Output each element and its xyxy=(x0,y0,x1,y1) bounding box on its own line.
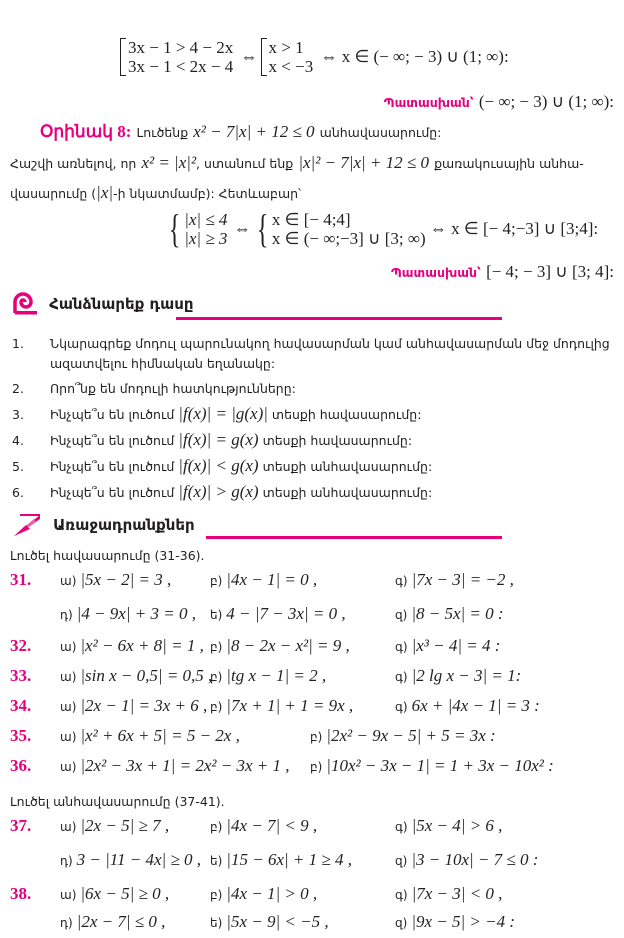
answer-label: Պատասխան՝ xyxy=(383,95,474,110)
item-label: դ) xyxy=(60,608,73,622)
exercise-item xyxy=(210,850,352,870)
item-expression: |4x − 1| = 0 , xyxy=(226,570,318,589)
item-expression: |2x − 5| ≥ 7 , xyxy=(80,816,170,835)
exercise-item xyxy=(60,696,207,716)
item-expression: 6x + |4x − 1| = 3 : xyxy=(411,696,540,715)
item-expression: |2x − 1| = 3x + 6 , xyxy=(80,696,208,715)
item-label: գ) xyxy=(395,700,408,714)
exercise-number: 38. xyxy=(10,884,32,903)
review-heading xyxy=(12,292,194,316)
exercise-item xyxy=(395,604,504,624)
exercise-item xyxy=(395,696,540,716)
item-expression: |5x − 9| < −5 , xyxy=(226,912,329,931)
item-label: ա) xyxy=(60,700,77,714)
result-line-2: x < −3 xyxy=(268,57,314,76)
answer-2 xyxy=(391,262,614,282)
item-math: |f(x)| = g(x) xyxy=(178,430,259,449)
item-expression: |2x² − 9x − 5| + 5 = 3x : xyxy=(326,726,496,745)
example-8-line2 xyxy=(10,153,584,173)
item-number: 3. xyxy=(12,407,24,422)
item-label: գ) xyxy=(395,640,408,654)
text: Հաշվի առնելով, որ xyxy=(10,156,137,171)
example-intro: Լուծենք xyxy=(136,125,189,140)
text: վասարումը ( xyxy=(10,186,97,201)
exercise-item xyxy=(60,570,171,590)
final-result: ⇔ x ∈ (− ∞; − 3) ∪ (1; ∞): xyxy=(320,47,509,66)
review-item xyxy=(12,404,610,425)
exercise-list-1 xyxy=(10,568,610,784)
exercise-row xyxy=(10,882,610,910)
review-item xyxy=(12,430,610,451)
exercise-intro: Լուծել անհավասարումը (37-41). xyxy=(10,794,225,809)
exercise-row xyxy=(10,724,610,754)
review-item xyxy=(12,334,610,354)
item-expression: |5x − 4| > 6 , xyxy=(411,816,503,835)
exercise-item xyxy=(60,666,212,686)
divider xyxy=(206,536,502,539)
exercise-item xyxy=(210,604,346,624)
item-math: |f(x)| = |g(x)| xyxy=(178,404,268,423)
exercise-number: 35. xyxy=(10,726,32,745)
equiv-symbol: ⇔ xyxy=(240,47,258,66)
brace: { xyxy=(168,206,181,251)
item-expression: |4x − 7| < 9 , xyxy=(226,816,318,835)
exercise-item xyxy=(395,636,500,656)
item-label: գ) xyxy=(395,888,408,902)
exercise-number: 32. xyxy=(10,636,32,655)
item-label: ե) xyxy=(210,854,223,868)
item-expression: |4 − 9x| + 3 = 0 , xyxy=(76,604,196,623)
answer-1 xyxy=(384,92,614,112)
item-label: ա) xyxy=(60,670,77,684)
example-inequality: x² − 7|x| + 12 ≤ 0 xyxy=(193,122,315,141)
item-number: 5. xyxy=(12,459,24,474)
exercise-row xyxy=(10,848,610,882)
exercise-item xyxy=(395,884,502,904)
example-8-intro xyxy=(40,122,441,142)
item-text: Ինչպե՞ս են լուծում xyxy=(50,485,175,500)
exercise-item xyxy=(210,636,350,656)
item-label: բ) xyxy=(210,820,223,834)
exercise-row xyxy=(10,694,610,724)
review-item xyxy=(12,456,610,477)
review-item xyxy=(12,379,610,399)
exercise-item xyxy=(60,850,201,870)
item-label: գ) xyxy=(395,820,408,834)
text: -ի նկատմամբ): Հետևաբար՝ xyxy=(113,186,302,201)
answer-value: (− ∞; − 3) ∪ (1; ∞): xyxy=(478,92,614,111)
item-label: բ) xyxy=(210,700,223,714)
math: x² = |x|² xyxy=(141,153,197,172)
bracket xyxy=(261,38,267,76)
item-label: գ) xyxy=(395,670,408,684)
item-label: ե) xyxy=(210,608,223,622)
system-block xyxy=(120,38,509,76)
exercise-item xyxy=(395,912,515,932)
example-intro-end: անհավասարումը: xyxy=(319,125,442,140)
item-number: 2. xyxy=(12,381,24,396)
item-expression: |x³ − 4| = 4 : xyxy=(411,636,501,655)
result-line: x ∈ [− 4;4] xyxy=(271,210,351,229)
exercise-item xyxy=(395,816,502,836)
item-label: բ) xyxy=(210,888,223,902)
result-line-1: x > 1 xyxy=(268,38,304,57)
item-expression: |2x² − 3x + 1| = 2x² − 3x + 1 , xyxy=(80,756,290,775)
item-label: ա) xyxy=(60,730,77,744)
exercise-item xyxy=(310,756,554,776)
section-title: Հանձնարեք դասը xyxy=(49,295,194,313)
exercise-row xyxy=(10,664,610,694)
exercise-row xyxy=(10,602,610,634)
item-label: բ) xyxy=(210,670,223,684)
item-label: զ) xyxy=(395,854,408,868)
item-expression: |8 − 5x| = 0 : xyxy=(411,604,504,623)
item-expression: 4 − |7 − 3x| = 0 , xyxy=(226,604,346,623)
text: , ստանում ենք xyxy=(196,156,294,171)
exercise-number: 33. xyxy=(10,666,32,685)
item-math: |f(x)| < g(x) xyxy=(178,456,259,475)
exercise-number: 31. xyxy=(10,570,32,589)
exercise-row xyxy=(10,814,610,848)
item-expression: 3 − |11 − 4x| ≥ 0 , xyxy=(76,850,202,869)
exercise-item xyxy=(60,726,240,746)
answer-label: Պատասխան՝ xyxy=(390,265,481,280)
exercise-item xyxy=(210,884,317,904)
item-label: ա) xyxy=(60,820,77,834)
item-text: Նկարագրեք մոդուլ պարունակող հավասարման կամ անհավասարման մեջ մոդուլից xyxy=(50,336,610,351)
item-expression: |15 − 6x| + 1 ≥ 4 , xyxy=(226,850,352,869)
exercise-item xyxy=(60,912,165,932)
exercise-item xyxy=(310,726,496,746)
system-line: |x| ≥ 3 xyxy=(184,229,228,248)
item-expression: |2 lg x − 3| = 1: xyxy=(411,666,522,685)
system-line: |x| ≤ 4 xyxy=(184,210,228,229)
exercise-number: 36. xyxy=(10,756,32,775)
exercise-item xyxy=(210,816,317,836)
result-line: x ∈ (− ∞;−3] ∪ [3; ∞) xyxy=(271,229,426,248)
exercise-item xyxy=(395,570,514,590)
answer-value: [− 4; − 3] ∪ [3; 4]: xyxy=(486,262,614,281)
exercise-number: 34. xyxy=(10,696,32,715)
item-text: տեսքի հավասարումը: xyxy=(262,433,413,448)
exercise-item xyxy=(210,666,326,686)
item-text: Որո՞նք են մոդուլի հատկությունները: xyxy=(50,381,296,396)
pen-nib-icon xyxy=(12,513,42,537)
item-expression: |10x² − 3x − 1| = 1 + 3x − 10x² : xyxy=(326,756,554,775)
exercise-item xyxy=(210,570,317,590)
item-expression: |x² − 6x + 8| = 1 , xyxy=(80,636,204,655)
item-expression: |8 − 2x − x²| = 9 , xyxy=(226,636,350,655)
item-expression: |tg x − 1| = 2 , xyxy=(226,666,327,685)
item-label: ա) xyxy=(60,760,77,774)
math: |x|² − 7|x| + 12 ≤ 0 xyxy=(298,153,429,172)
item-text: տեսքի անհավասարումը: xyxy=(262,459,433,474)
item-label: ա) xyxy=(60,640,77,654)
item-text: Ինչպե՞ս են լուծում xyxy=(50,459,175,474)
exercise-row xyxy=(10,568,610,602)
item-label: բ) xyxy=(210,574,223,588)
item-label: բ) xyxy=(310,760,323,774)
item-expression: |5x − 2| = 3 , xyxy=(80,570,172,589)
review-list xyxy=(12,334,610,503)
item-label: դ) xyxy=(60,916,73,930)
exercise-row xyxy=(10,754,610,784)
example-label: Օրինակ 8: xyxy=(40,122,132,141)
item-expression: |9x − 5| > −4 : xyxy=(411,912,516,931)
item-number: 4. xyxy=(12,433,24,448)
item-label: զ) xyxy=(395,916,408,930)
exercise-item xyxy=(395,666,521,686)
item-label: գ) xyxy=(395,574,408,588)
exercise-item xyxy=(395,850,538,870)
item-label: ա) xyxy=(60,888,77,902)
item-label: բ) xyxy=(310,730,323,744)
item-expression: |sin x − 0,5| = 0,5 , xyxy=(80,666,213,685)
exercise-item xyxy=(210,696,353,716)
exercise-item xyxy=(60,636,204,656)
item-expression: |7x − 3| < 0 , xyxy=(411,884,503,903)
item-math: |f(x)| > g(x) xyxy=(178,482,259,501)
item-text: տեսքի անհավասարումը: xyxy=(262,485,433,500)
item-expression: |7x − 3| = −2 , xyxy=(411,570,514,589)
item-label: դ) xyxy=(60,854,73,868)
item-label: բ) xyxy=(210,640,223,654)
item-number: 6. xyxy=(12,485,24,500)
exercise-number: 37. xyxy=(10,816,32,835)
exercises-heading xyxy=(12,513,195,537)
equiv-symbol: ⇔ xyxy=(233,219,251,238)
brace: { xyxy=(256,206,269,251)
item-text: տեսքի հավասարումը: xyxy=(271,407,422,422)
spiral-icon xyxy=(12,292,38,316)
item-text: Ինչպե՞ս են լուծում xyxy=(50,433,175,448)
exercise-list-2 xyxy=(10,814,610,938)
exercise-intro: Լուծել հավասարումը (31-36). xyxy=(10,548,205,563)
item-label: ե) xyxy=(210,916,223,930)
item-label: ա) xyxy=(60,574,77,588)
exercise-item xyxy=(60,816,169,836)
divider xyxy=(176,317,502,320)
final-result: ⇔ x ∈ [− 4;−3] ∪ [3;4]: xyxy=(429,219,599,238)
exercise-item xyxy=(60,756,289,776)
exercise-row xyxy=(10,634,610,664)
item-expression: |2x − 7| ≤ 0 , xyxy=(76,912,166,931)
item-label: զ) xyxy=(395,608,408,622)
bracket xyxy=(120,38,126,76)
item-expression: |3 − 10x| − 7 ≤ 0 : xyxy=(411,850,539,869)
example-8-line3 xyxy=(10,183,301,203)
item-text: Ինչպե՞ս են լուծում xyxy=(50,407,175,422)
item-expression: |x² + 6x + 5| = 5 − 2x , xyxy=(80,726,240,745)
example-8-system xyxy=(165,206,599,251)
system-line-2: 3x − 1 < 2x − 4 xyxy=(128,57,234,76)
item-expression: |7x + 1| + 1 = 9x , xyxy=(226,696,354,715)
exercise-item xyxy=(210,912,329,932)
exercise-item xyxy=(60,884,169,904)
item-expression: |4x − 1| > 0 , xyxy=(226,884,318,903)
math: |x| xyxy=(96,183,114,202)
section-title: Առաջադրանքներ xyxy=(53,516,195,534)
system-line-1: 3x − 1 > 4 − 2x xyxy=(128,38,234,57)
item-number: 1. xyxy=(12,336,24,351)
text: քառակուսային անհա- xyxy=(434,156,584,171)
review-item xyxy=(12,482,610,503)
item-expression: |6x − 5| ≥ 0 , xyxy=(80,884,170,903)
exercise-item xyxy=(60,604,196,624)
item-text: ազատվելու հիմնական եղանակը: xyxy=(50,356,276,371)
